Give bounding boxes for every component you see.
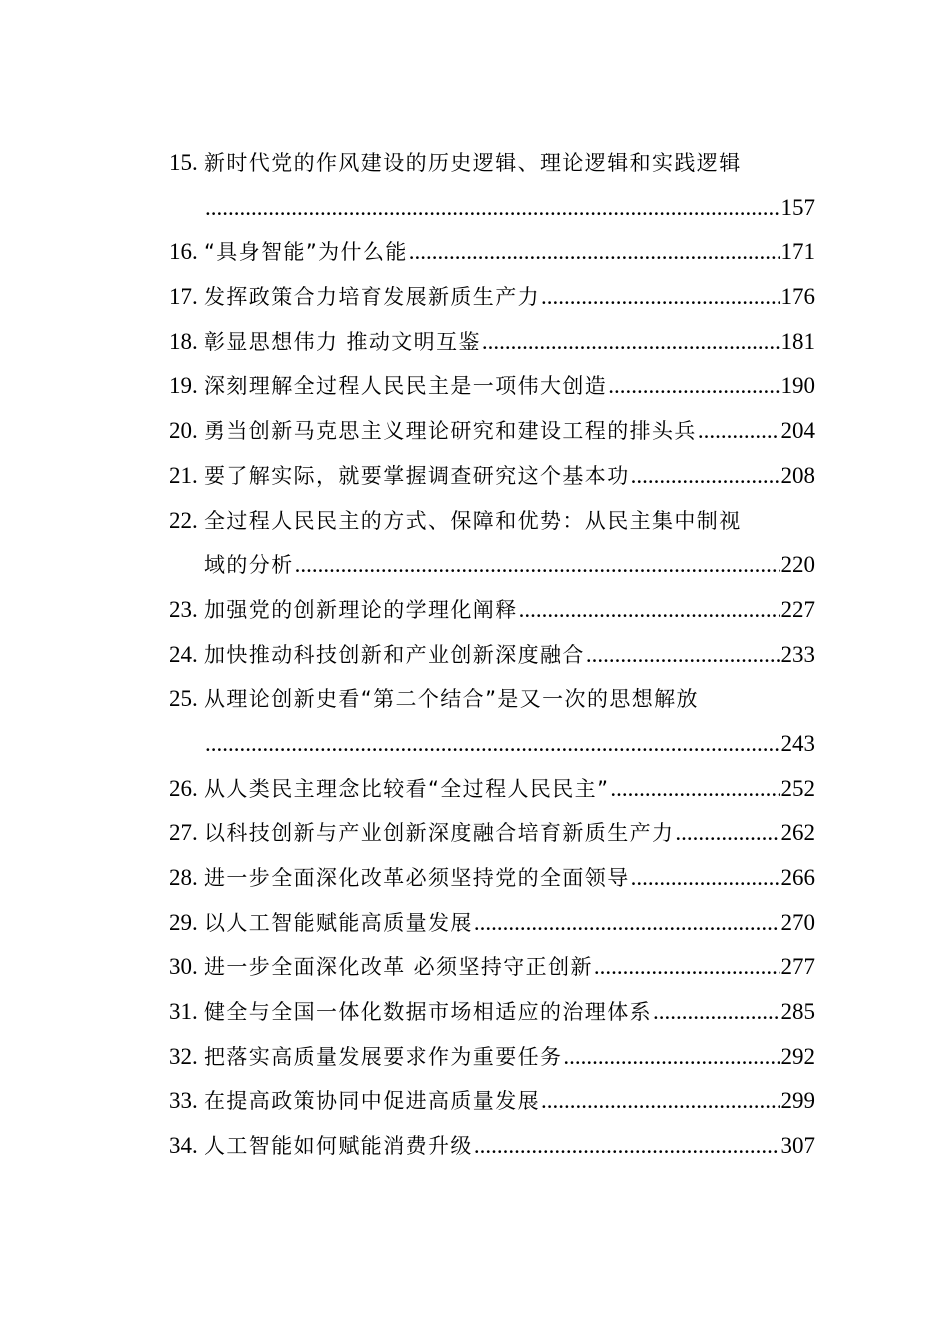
toc-entry-title: 在提高政策协同中促进高质量发展 bbox=[204, 1089, 540, 1114]
toc-entry[interactable] bbox=[169, 320, 815, 365]
toc-entry-title: 新时代党的作风建设的历史逻辑、理论逻辑和实践逻辑 bbox=[204, 151, 742, 175]
toc-entry[interactable] bbox=[169, 767, 815, 812]
toc-entry[interactable] bbox=[169, 1124, 815, 1169]
toc-entry-title: 勇当创新马克思主义理论研究和建设工程的排头兵 bbox=[204, 419, 697, 444]
toc-leader-dots bbox=[608, 364, 779, 409]
toc-entry-title: 要了解实际，就要掌握调查研究这个基本功 bbox=[204, 463, 630, 488]
toc-entry-number: 29. bbox=[169, 909, 198, 935]
toc-entry-line bbox=[169, 1035, 815, 1080]
toc-entry[interactable] bbox=[169, 409, 815, 454]
toc-entry-page-number: 262 bbox=[780, 820, 815, 846]
toc-entry-page-number: 307 bbox=[780, 1133, 815, 1159]
toc-entry[interactable] bbox=[169, 588, 815, 633]
toc-entry-page-number: 204 bbox=[780, 418, 815, 444]
toc-entry[interactable] bbox=[169, 990, 815, 1035]
toc-entry-number: 20. bbox=[169, 418, 198, 444]
toc-entry-title: 健全与全国一体化数据市场相适应的治理体系 bbox=[204, 1000, 652, 1025]
toc-entry-line bbox=[169, 275, 815, 320]
toc-entry-title: 彰显思想伟力 推动文明互鉴 bbox=[204, 329, 481, 354]
toc-entry-number: 26. bbox=[169, 775, 198, 801]
toc-leader-dots bbox=[541, 1079, 780, 1124]
toc-entry-page-number: 190 bbox=[780, 373, 815, 399]
toc-entry-number: 34. bbox=[169, 1133, 198, 1159]
toc-entry-line bbox=[169, 633, 815, 678]
toc-leader-dots bbox=[675, 811, 779, 856]
toc-entry-title: “具身智能”为什么能 bbox=[204, 240, 408, 265]
toc-leader-dots bbox=[474, 1124, 780, 1169]
toc-entry-page-number: 176 bbox=[780, 284, 815, 310]
toc-entry-line bbox=[169, 901, 815, 946]
toc-entry-line bbox=[169, 409, 815, 454]
toc-entry-title: 加快推动科技创新和产业创新深度融合 bbox=[204, 642, 585, 667]
toc-entry[interactable] bbox=[169, 454, 815, 499]
toc-entry[interactable] bbox=[169, 141, 815, 230]
toc-entry-line bbox=[169, 1079, 815, 1124]
toc-entry[interactable] bbox=[169, 499, 815, 588]
toc-entry[interactable] bbox=[169, 364, 815, 409]
toc-entry-title: 以人工智能赋能高质量发展 bbox=[204, 910, 473, 935]
toc-entry-title: 从人类民主理念比较看“全过程人民民主” bbox=[204, 776, 610, 801]
table-of-contents bbox=[169, 141, 815, 1169]
toc-entry-line bbox=[169, 677, 815, 722]
toc-leader-dots bbox=[563, 1035, 779, 1080]
toc-leader-dots bbox=[653, 990, 780, 1035]
toc-leader-dots bbox=[409, 230, 780, 275]
toc-leader-dots bbox=[698, 409, 780, 454]
toc-entry[interactable] bbox=[169, 1035, 815, 1080]
toc-entry[interactable] bbox=[169, 856, 815, 901]
toc-entry-line bbox=[169, 945, 815, 990]
toc-entry-number: 15. bbox=[169, 150, 198, 175]
toc-entry-page-number: 208 bbox=[780, 462, 815, 488]
toc-entry-line bbox=[169, 722, 815, 767]
toc-entry-page-number: 285 bbox=[780, 999, 815, 1025]
toc-entry-line bbox=[169, 499, 815, 544]
toc-entry-title: 发挥政策合力培育发展新质生产力 bbox=[204, 285, 540, 310]
toc-entry-number: 18. bbox=[169, 328, 198, 354]
toc-entry-title: 以科技创新与产业创新深度融合培育新质生产力 bbox=[204, 821, 675, 846]
toc-entry-page-number: 181 bbox=[780, 328, 815, 354]
toc-entry-title: 从理论创新史看“第二个结合”是又一次的思想解放 bbox=[204, 687, 699, 712]
toc-entry[interactable] bbox=[169, 633, 815, 678]
toc-entry-number: 32. bbox=[169, 1043, 198, 1069]
toc-entry-page-number: 277 bbox=[780, 954, 815, 980]
toc-entry-title: 深刻理解全过程人民民主是一项伟大创造 bbox=[204, 374, 608, 399]
toc-entry-line bbox=[169, 364, 815, 409]
toc-entry-page-number: 252 bbox=[780, 775, 815, 801]
toc-entry-page-number: 270 bbox=[780, 909, 815, 935]
toc-entry-page-number: 227 bbox=[780, 596, 815, 622]
toc-entry-line bbox=[169, 141, 815, 186]
toc-entry[interactable] bbox=[169, 275, 815, 320]
toc-leader-dots bbox=[482, 320, 780, 365]
toc-entry-title: 把落实高质量发展要求作为重要任务 bbox=[204, 1044, 563, 1069]
toc-leader-dots bbox=[631, 856, 780, 901]
toc-entry-line bbox=[169, 767, 815, 812]
toc-entry-number: 33. bbox=[169, 1088, 198, 1114]
toc-entry-page-number: 220 bbox=[780, 552, 815, 578]
toc-entry-line bbox=[169, 990, 815, 1035]
toc-entry-page-number: 233 bbox=[780, 641, 815, 667]
toc-entry-number: 16. bbox=[169, 239, 198, 265]
toc-entry-line bbox=[169, 543, 815, 588]
toc-entry-line bbox=[169, 454, 815, 499]
toc-entry-page-number: 266 bbox=[780, 865, 815, 890]
toc-entry-title: 加强党的创新理论的学理化阐释 bbox=[204, 597, 518, 622]
toc-leader-dots bbox=[631, 454, 780, 499]
toc-entry-number: 30. bbox=[169, 954, 198, 980]
toc-entry-number: 19. bbox=[169, 373, 198, 399]
toc-entry-line bbox=[169, 230, 815, 275]
toc-leader-dots bbox=[594, 945, 780, 990]
toc-entry-number: 21. bbox=[169, 462, 198, 488]
toc-entry-page-number: 292 bbox=[780, 1043, 815, 1069]
toc-leader-dots bbox=[474, 901, 780, 946]
toc-entry[interactable] bbox=[169, 1079, 815, 1124]
toc-entry-line bbox=[169, 186, 815, 231]
toc-entry-number: 28. bbox=[169, 865, 198, 890]
toc-entry-title: 进一步全面深化改革必须坚持党的全面领导 bbox=[204, 866, 630, 890]
toc-leader-dots bbox=[586, 633, 780, 678]
toc-entry-line bbox=[169, 856, 815, 901]
toc-entry-page-number: 157 bbox=[780, 194, 815, 220]
toc-entry[interactable] bbox=[169, 901, 815, 946]
toc-entry-page-number: 243 bbox=[780, 730, 815, 756]
toc-entry-number: 25. bbox=[169, 686, 198, 712]
toc-leader-dots bbox=[205, 722, 780, 767]
toc-entry[interactable] bbox=[169, 945, 815, 990]
toc-leader-dots bbox=[295, 543, 780, 588]
toc-leader-dots bbox=[610, 767, 779, 812]
toc-entry-line bbox=[169, 1124, 815, 1169]
toc-leader-dots bbox=[541, 275, 780, 320]
toc-entry-number: 31. bbox=[169, 999, 198, 1025]
toc-entry[interactable] bbox=[169, 811, 815, 856]
toc-entry[interactable] bbox=[169, 677, 815, 766]
toc-entry-line bbox=[169, 588, 815, 633]
toc-entry-number: 17. bbox=[169, 284, 198, 310]
toc-entry-number: 22. bbox=[169, 507, 198, 533]
toc-entry-number: 27. bbox=[169, 820, 198, 846]
toc-entry-title: 全过程人民民主的方式、保障和优势：从民主集中制视 bbox=[204, 508, 742, 533]
toc-entry[interactable] bbox=[169, 230, 815, 275]
toc-entry-page-number: 171 bbox=[780, 239, 815, 265]
toc-entry-line bbox=[169, 811, 815, 856]
toc-entry-line bbox=[169, 320, 815, 365]
toc-entry-page-number: 299 bbox=[780, 1088, 815, 1114]
toc-leader-dots bbox=[519, 588, 780, 633]
toc-entry-number: 23. bbox=[169, 596, 198, 622]
toc-entry-title: 人工智能如何赋能消费升级 bbox=[204, 1134, 473, 1159]
toc-leader-dots bbox=[205, 186, 780, 231]
toc-entry-number: 24. bbox=[169, 641, 198, 667]
toc-entry-title: 进一步全面深化改革 必须坚持守正创新 bbox=[204, 955, 593, 980]
toc-entry-title: 域的分析 bbox=[204, 553, 294, 578]
